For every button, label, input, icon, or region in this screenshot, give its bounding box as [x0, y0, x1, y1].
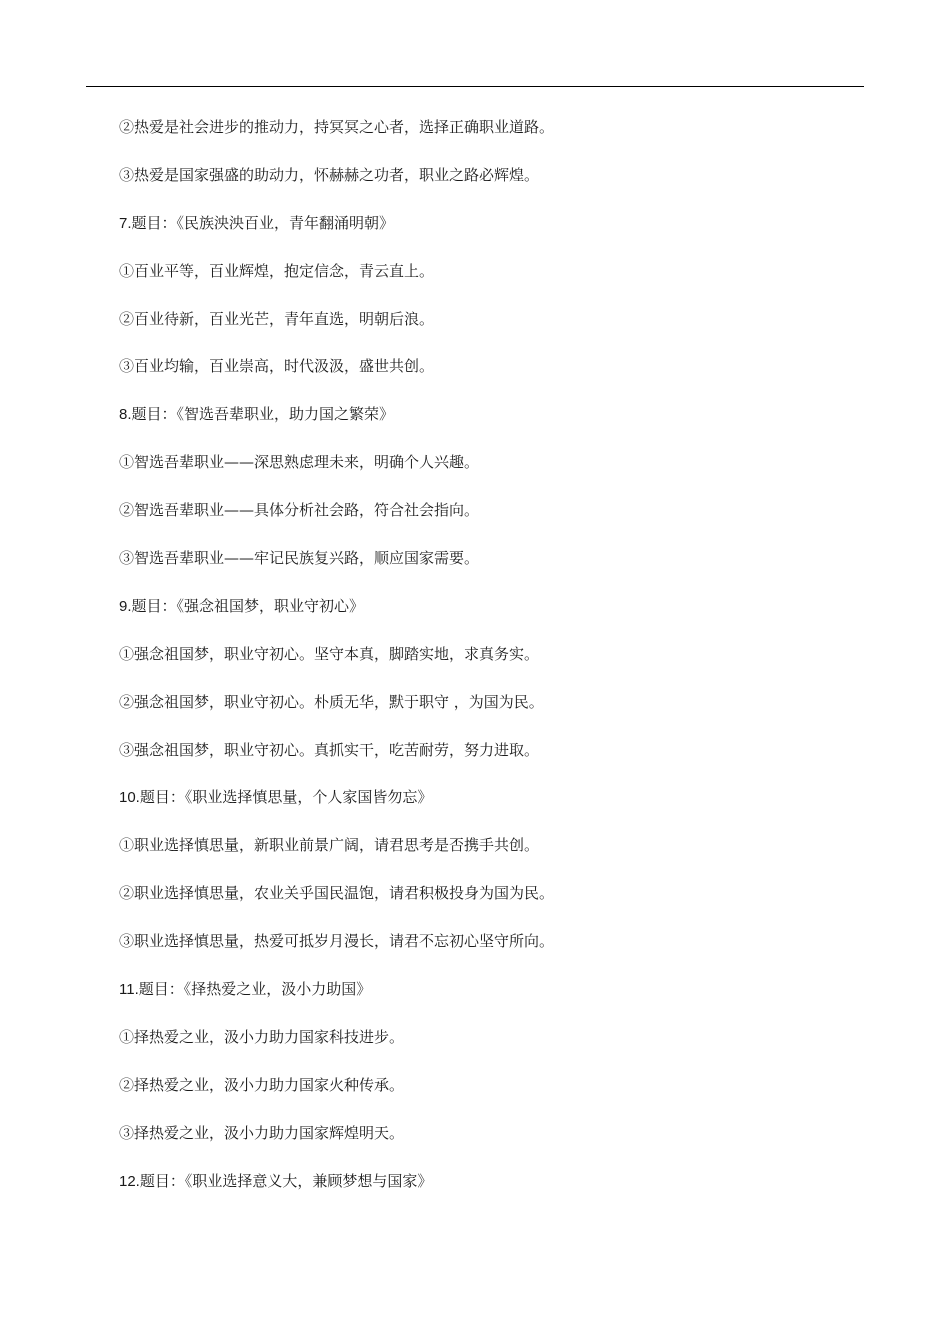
question-title: 题目：《强念祖国梦，职业守初心》 — [131, 596, 365, 615]
answer-option — [119, 447, 864, 495]
answer-option — [119, 926, 864, 974]
option-text: ③强念祖国梦，职业守初心。真抓实干，吃苦耐劳，努力进取。 — [119, 740, 540, 759]
answer-option — [119, 639, 864, 687]
question-heading — [119, 399, 864, 447]
question-number: 12. — [119, 1172, 140, 1190]
answer-option — [119, 256, 864, 304]
document-body — [119, 112, 864, 1213]
question-title: 题目：《职业选择意义大，兼顾梦想与国家》 — [139, 1171, 433, 1190]
answer-option — [119, 1070, 864, 1118]
option-text: ③智选吾辈职业——牢记民族复兴路，顺应国家需要。 — [119, 549, 480, 568]
question-heading — [119, 208, 864, 256]
answer-option — [119, 830, 864, 878]
answer-option — [119, 112, 864, 160]
answer-option — [119, 1022, 864, 1070]
question-number: 7. — [119, 214, 132, 232]
option-text: ①智选吾辈职业——深思熟虑理未来，明确个人兴趣。 — [119, 453, 480, 472]
question-number: 10. — [119, 789, 140, 807]
option-text: ③百业均输，百业崇高，时代汲汲，盛世共创。 — [119, 357, 435, 376]
option-text: ①职业选择慎思量，新职业前景广阔，请君思考是否携手共创。 — [119, 836, 540, 855]
question-number: 8. — [119, 406, 132, 424]
option-text: ①百业平等，百业辉煌，抱定信念，青云直上。 — [119, 261, 435, 280]
answer-option — [119, 543, 864, 591]
answer-option — [119, 304, 864, 352]
answer-option — [119, 351, 864, 399]
answer-option — [119, 878, 864, 926]
answer-option — [119, 735, 864, 783]
question-heading — [119, 591, 864, 639]
answer-option — [119, 495, 864, 543]
option-text: ②强念祖国梦，职业守初心。朴质无华，默于职守 ，为国为民。 — [119, 692, 544, 711]
option-text: ②职业选择慎思量，农业关乎国民温饱，请君积极投身为国为民。 — [119, 884, 555, 903]
question-heading — [119, 974, 864, 1022]
option-text: ②百业待新，百业光芒，青年直选，明朝后浪。 — [119, 309, 435, 328]
option-text: ②智选吾辈职业——具体分析社会路，符合社会指向。 — [119, 501, 480, 520]
option-text: ①强念祖国梦，职业守初心。坚守本真，脚踏实地，求真务实。 — [119, 644, 540, 663]
question-title: 题目：《民族泱泱百业，青年翻涌明朝》 — [131, 213, 395, 232]
option-text: ③热爱是国家强盛的助动力，怀赫赫之功者，职业之路必辉煌。 — [119, 165, 540, 184]
option-text: ③职业选择慎思量，热爱可抵岁月漫长，请君不忘初心坚守所向。 — [119, 932, 555, 951]
question-heading — [119, 1166, 864, 1214]
option-text: ②择热爱之业，汲小力助力国家火种传承。 — [119, 1075, 405, 1094]
option-text: ①择热爱之业，汲小力助力国家科技进步。 — [119, 1027, 405, 1046]
option-text: ②热爱是社会进步的推动力，持冥冥之心者，选择正确职业道路。 — [119, 118, 555, 136]
question-heading — [119, 782, 864, 830]
answer-option — [119, 687, 864, 735]
answer-option — [119, 160, 864, 208]
answer-option — [119, 1118, 864, 1166]
question-title: 题目：《职业选择慎思量，个人家国皆勿忘》 — [139, 788, 433, 807]
question-number: 11. — [119, 981, 139, 999]
option-text: ③择热爱之业，汲小力助力国家辉煌明天。 — [119, 1123, 405, 1142]
question-number: 9. — [119, 597, 132, 615]
header-rule — [86, 86, 864, 87]
question-title: 题目：《择热爱之业，汲小力助国》 — [138, 980, 372, 999]
question-title: 题目：《智选吾辈职业，助力国之繁荣》 — [131, 405, 395, 424]
